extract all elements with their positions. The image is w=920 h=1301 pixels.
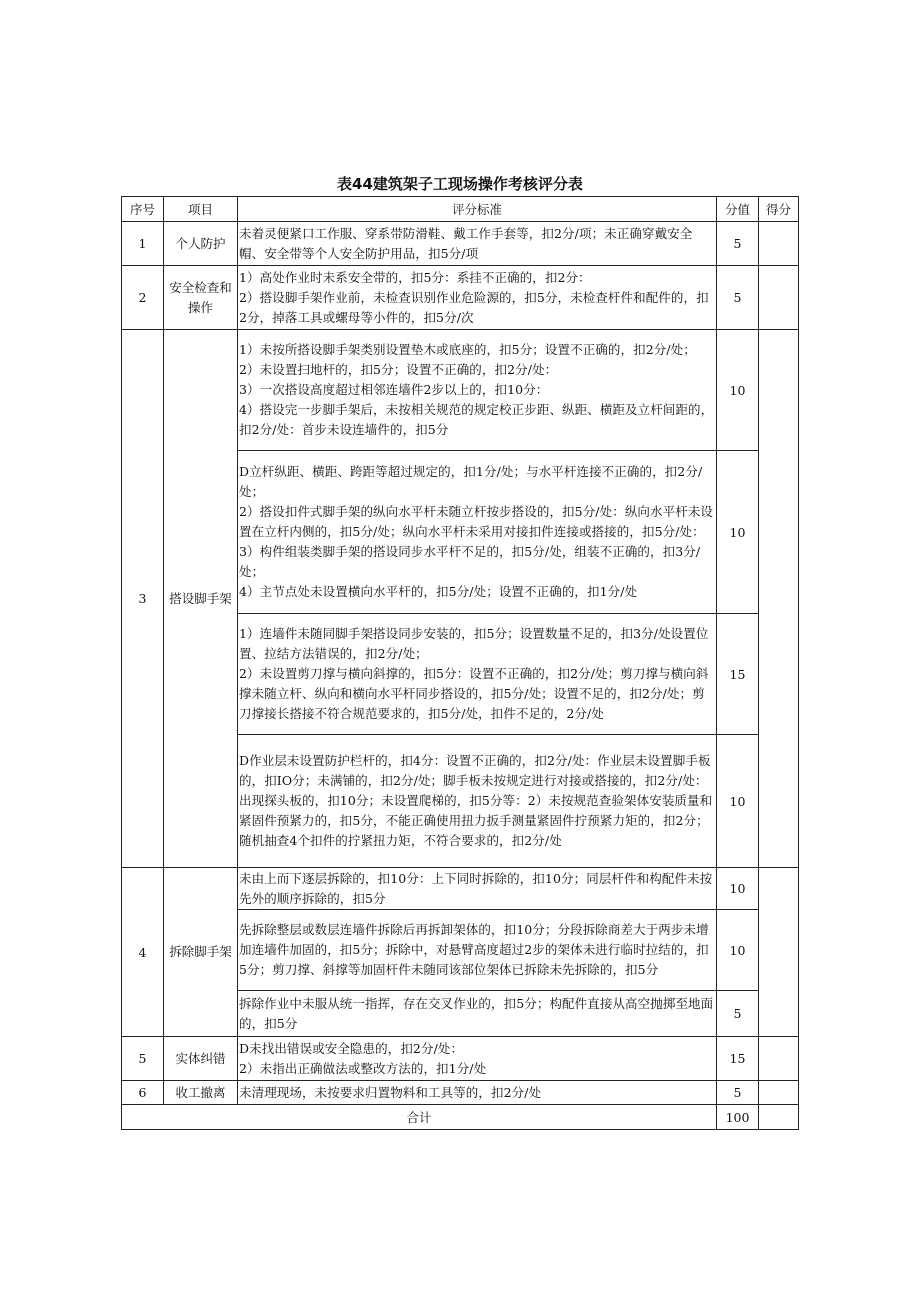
score-cell: 15 xyxy=(717,614,759,735)
header-score: 分值 xyxy=(717,197,759,222)
score-cell: 10 xyxy=(717,868,759,910)
seq-cell: 2 xyxy=(122,266,164,330)
criteria-line: 未着灵便紧口工作服、穿系带防滑鞋、戴工作手套等，扣2分/项；未正确穿戴安全帽、安全带等个人安全防护用品，扣5分/项 xyxy=(239,225,693,261)
result-cell xyxy=(759,330,799,868)
score-cell: 10 xyxy=(717,910,759,991)
criteria-line: 先拆除整层或数层连墙件拆除后再拆卸架体的，扣10分；分段拆除商差大于两步未增加连墙件加固的，扣5分；拆除中，对悬臂高度超过2步的架体未进行临时拉结的，扣5分；剪刀撑、斜撑等加固杆件未随同该部位架体已拆除未先拆除的，扣5分 xyxy=(239,922,709,977)
seq-cell: 4 xyxy=(122,868,164,1037)
header-criteria: 评分标准 xyxy=(238,197,717,222)
criteria-cell xyxy=(238,222,717,266)
score-cell: 10 xyxy=(717,451,759,614)
page-title: 表44建筑架子工现场操作考核评分表 xyxy=(337,175,583,193)
seq-cell: 1 xyxy=(122,222,164,266)
table-row xyxy=(122,330,799,451)
item-cell: 安全检查和操作 xyxy=(164,266,238,330)
criteria-cell xyxy=(238,991,717,1037)
result-cell xyxy=(759,1081,799,1105)
score-cell: 5 xyxy=(717,222,759,266)
criteria-line: 拆除作业中未服从统一指挥，存在交叉作业的，扣5分；构配件直接从高空抛掷至地面的，扣5分 xyxy=(239,995,714,1031)
score-cell: 10 xyxy=(717,330,759,451)
criteria-line: 2）未设置扫地杆的，扣5分；设置不正确的，扣2分/处： xyxy=(239,362,558,377)
criteria-line: 2）未指出正确做法或整改方法的，扣1分/处 xyxy=(239,1060,487,1076)
result-cell xyxy=(759,266,799,330)
criteria-cell xyxy=(238,266,717,330)
criteria-line: 2）未设置剪刀撑与横向斜撑的，扣5分：设置不正确的，扣2分/处；剪刀撑与横向斜撑未随立杆、纵向和横向水平杆同步搭设的，扣5分/处；设置不足的，扣2分/处；剪刀撑接长搭接不符合规范要求的，扣5分/处，扣件不足的，2分/处 xyxy=(239,666,709,721)
item-cell: 收工撤离 xyxy=(164,1081,238,1105)
total-label: 合计 xyxy=(122,1105,717,1130)
item-cell: 个人防护 xyxy=(164,222,238,266)
result-cell xyxy=(759,1105,799,1130)
header-result: 得分 xyxy=(759,197,799,222)
table-row xyxy=(122,266,799,330)
criteria-cell xyxy=(238,910,717,991)
criteria-line: 1）连墙件未随同脚手架搭设同步安装的，扣5分；设置数量不足的，扣3分/处设置位置、拉结方法错误的，扣2分/处； xyxy=(239,626,709,661)
criteria-line: 2）搭设扣件式脚手架的纵向水平杆未随立杆按步搭设的，扣5分/处：纵向水平杆未设置在立杆内侧的，扣5分/处；纵向水平杆未采用对接扣件连接或搭接的，扣5分/处： xyxy=(239,504,714,539)
criteria-line: 未由上而下逐层拆除的，扣10分：上下同时拆除的，扣10分；同层杆件和构配件未按先外的顺序拆除的，扣5分 xyxy=(239,870,713,906)
header-item: 项目 xyxy=(164,197,238,222)
score-table xyxy=(121,196,799,1130)
score-cell: 15 xyxy=(717,1037,759,1081)
criteria-line: 4）主节点处未设置横向水平杆的，扣5分/处；设置不正确的，扣1分/处 xyxy=(239,584,638,599)
seq-cell: 6 xyxy=(122,1081,164,1105)
criteria-cell xyxy=(238,614,717,735)
seq-cell: 5 xyxy=(122,1037,164,1081)
criteria-line: 2）搭设脚手架作业前，未检查识别作业危险源的，扣5分，未检查杆件和配件的，扣2分，掉落工具或螺母等小件的，扣5分/次 xyxy=(239,289,709,325)
result-cell xyxy=(759,1037,799,1081)
result-cell xyxy=(759,222,799,266)
score-cell: 5 xyxy=(717,266,759,330)
criteria-line: 3）构件组装类脚手架的搭设同步水平杆不足的，扣5分/处，组装不正确的，扣3分/处； xyxy=(239,544,701,579)
criteria-cell xyxy=(238,1037,717,1081)
criteria-cell xyxy=(238,1081,717,1105)
criteria-cell xyxy=(238,330,717,451)
criteria-line: 4）搭设完一步脚手架后，未按相关规范的规定校正步距、纵距、横距及立杆间距的，扣2分/处：首步未设连墙件的，扣5分 xyxy=(239,402,714,437)
item-cell: 拆除脚手架 xyxy=(164,868,238,1037)
criteria-line: 3）一次搭设高度超过相邻连墙件2步以上的，扣10分： xyxy=(239,382,549,397)
criteria-line: D立杆纵距、横距、跨距等超过规定的，扣1分/处；与水平杆连接不正确的，扣2分/处； xyxy=(239,464,703,499)
item-cell: 搭设脚手架 xyxy=(164,330,238,868)
criteria-line: 1）高处作业时未系安全带的，扣5分：系挂不正确的，扣2分： xyxy=(239,269,591,285)
score-cell: 10 xyxy=(717,735,759,868)
criteria-cell xyxy=(238,451,717,614)
item-cell: 实体纠错 xyxy=(164,1037,238,1081)
table-row xyxy=(122,1037,799,1081)
table-row xyxy=(122,868,799,910)
score-cell: 5 xyxy=(717,1081,759,1105)
score-cell: 5 xyxy=(717,991,759,1037)
criteria-line: 未清理现场，未按要求归置物料和工具等的，扣2分/处 xyxy=(239,1084,542,1100)
header-row xyxy=(122,197,799,222)
criteria-cell xyxy=(238,868,717,910)
seq-cell: 3 xyxy=(122,330,164,868)
header-seq: 序号 xyxy=(122,197,164,222)
total-row xyxy=(122,1105,799,1130)
criteria-line: D作业层未设置防护栏杆的，扣4分：设置不正确的，扣2分/处：作业层未设置脚手板的，扣IO分；未满铺的，扣2分/处；脚手板未按规定进行对接或搭接的，扣2分/处：出现探头板的，扣10分；未设置爬梯的，扣5分等：2）未按规范查验架体安装质量和紧固件预紧力的，扣5分，不能正确使用扭力扳手测量紧固件拧预紧力矩的，扣2分；随机抽查4个扣件的拧紧扭力矩，不符合要求的，扣2分/处 xyxy=(239,753,713,848)
criteria-line: D未找出错误或安全隐患的，扣2分/处： xyxy=(239,1040,464,1056)
criteria-line: 1）未按所搭设脚手架类别设置垫木或底座的，扣5分；设置不正确的，扣2分/处； xyxy=(239,342,696,357)
criteria-cell xyxy=(238,735,717,868)
total-score: 100 xyxy=(717,1105,759,1130)
table-row xyxy=(122,222,799,266)
table-row xyxy=(122,1081,799,1105)
result-cell xyxy=(759,868,799,1037)
